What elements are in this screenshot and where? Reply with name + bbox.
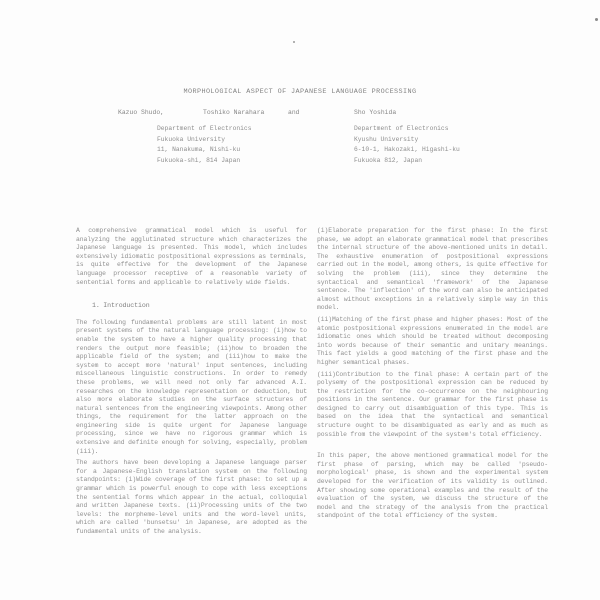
left-column bbox=[76, 227, 307, 540]
affiliation-line: Kyushu University bbox=[354, 135, 419, 143]
affiliation-line: Fukuoka 812, Japan bbox=[354, 156, 423, 164]
affiliation-line: Department of Electronics bbox=[157, 125, 252, 132]
right-column bbox=[317, 227, 548, 524]
two-column-body bbox=[76, 227, 548, 540]
scan-artifact bbox=[293, 41, 295, 43]
author-name: Sho Yoshida bbox=[354, 109, 397, 116]
affiliation-line: 6-10-1, Hakozaki, Higashi-ku bbox=[354, 146, 460, 153]
affiliation-line: Department of Electronics bbox=[354, 125, 449, 132]
author-conjunction: and bbox=[288, 109, 300, 116]
author-name: Kazuo Shudo, bbox=[118, 109, 165, 116]
body-paragraph: (i)Elaborate preparation for the first phase: In the first phase, we adopt an elaborate grammatical model that prescribes the internal structure of the above-mentioned units in detail. The exhaustive enumeration of postpositional expressions carried out in the model, among others, is quite effective for solving the problem (iii), since they determine the syntactical and semantical 'framework' of the Japanese sentence. The 'inflection' of the word can also be anticipated almost without exceptions in a relatively simple way in this model. bbox=[317, 227, 548, 312]
author-line bbox=[0, 109, 600, 119]
body-paragraph: The authors have been developing a Japanese language parser for a Japanese-English translation system on the following standpoints: (i)Wide coverage of the first phase: to set up a grammar which is powerful enough to cope with less exceptions the sentential forms which appear in the actual, colloquial and written Japanese texts. (ii)Processing units of the two levels: the morpheme-level units and the word-level units, which are called 'bunsetsu' in Japanese, are adopted as the fundamental units of the analysis. bbox=[76, 459, 307, 535]
affiliation-line: Fukuoka University bbox=[157, 135, 226, 143]
body-paragraph: In this paper, the above mentioned grammatical model for the first phase of parsing, which may be called 'pseudo-morphological' phase, is shown and the experimental system developed for the verification of its validity is outlined. After showing some operational examples and the result of the evaluation of the system, we discuss the structure of the model and the strategy of the analysis from the practical standpoint of the total efficiency of the system. bbox=[317, 452, 548, 520]
body-paragraph: (ii)Matching of the first phase and higher phases: Most of the atomic postpositional expressions enumerated in the model are idiomatic ones which should be treated without decomposing into words because of their semantic and unitary meanings. This fact yields a good matching of the first phase and the higher semantical phases. bbox=[317, 315, 548, 366]
affiliation-line: 11, Nanakuma, Nishi-ku bbox=[157, 146, 241, 153]
affiliation-line: Fukuoka-shi, 814 Japan bbox=[157, 156, 241, 164]
body-paragraph: The following fundamental problems are still latent in most present systems of the natural language processing: (i)how to enable the system to have a higher quality processing that renders the output more feasible; (ii)how to broaden the applicable field of the system; and (iii)how to make the system to accept more 'natural' input sentences, including miscellaneous linguistic constructions. In order to remedy these problems, we will need not only far advanced A.I. researches on the knowledge representation or deduction, but also more elaborate studies on the surface structures of natural sentences from the engineering viewpoints. Among other things, the requirement for the latter approach on the engineering side is quite urgent for Japanese language processing, since we have no rigorous grammar which is extensive and definite enough for solving, especially, problem (iii). bbox=[76, 318, 307, 455]
abstract-paragraph: A comprehensive grammatical model which is useful for analyzing the agglutinated structure which characterizes the Japanese language is presented. This model, which includes extensively idiomatic postpositional expressions as terminals, is quite effective for the development of the Japanese language processor receptive of a reasonable variety of sentential forms and applicable to relatively wide fields. bbox=[76, 227, 307, 286]
scan-artifact bbox=[595, 18, 598, 21]
affiliation-right bbox=[354, 124, 460, 166]
affiliation-left bbox=[157, 124, 251, 166]
body-paragraph: (iii)Contribution to the final phase: A certain part of the polysemy of the postpositional expression can be reduced by the restriction for the co-occurrence on the neighbouring positions in the sentence. Our grammar for the first phase is designed to carry out disambiguation of this type. This is based on the idea that the syntactical and semantical structure ought to be disambiguated as early and as much as possible from the viewpoint of the system's total efficiency. bbox=[317, 370, 548, 438]
author-name: Toshiko Narahara bbox=[203, 109, 265, 116]
paper-title: MORPHOLOGICAL ASPECT OF JAPANESE LANGUAGE PROCESSING bbox=[183, 88, 417, 96]
section-heading: 1. Introduction bbox=[92, 302, 150, 310]
